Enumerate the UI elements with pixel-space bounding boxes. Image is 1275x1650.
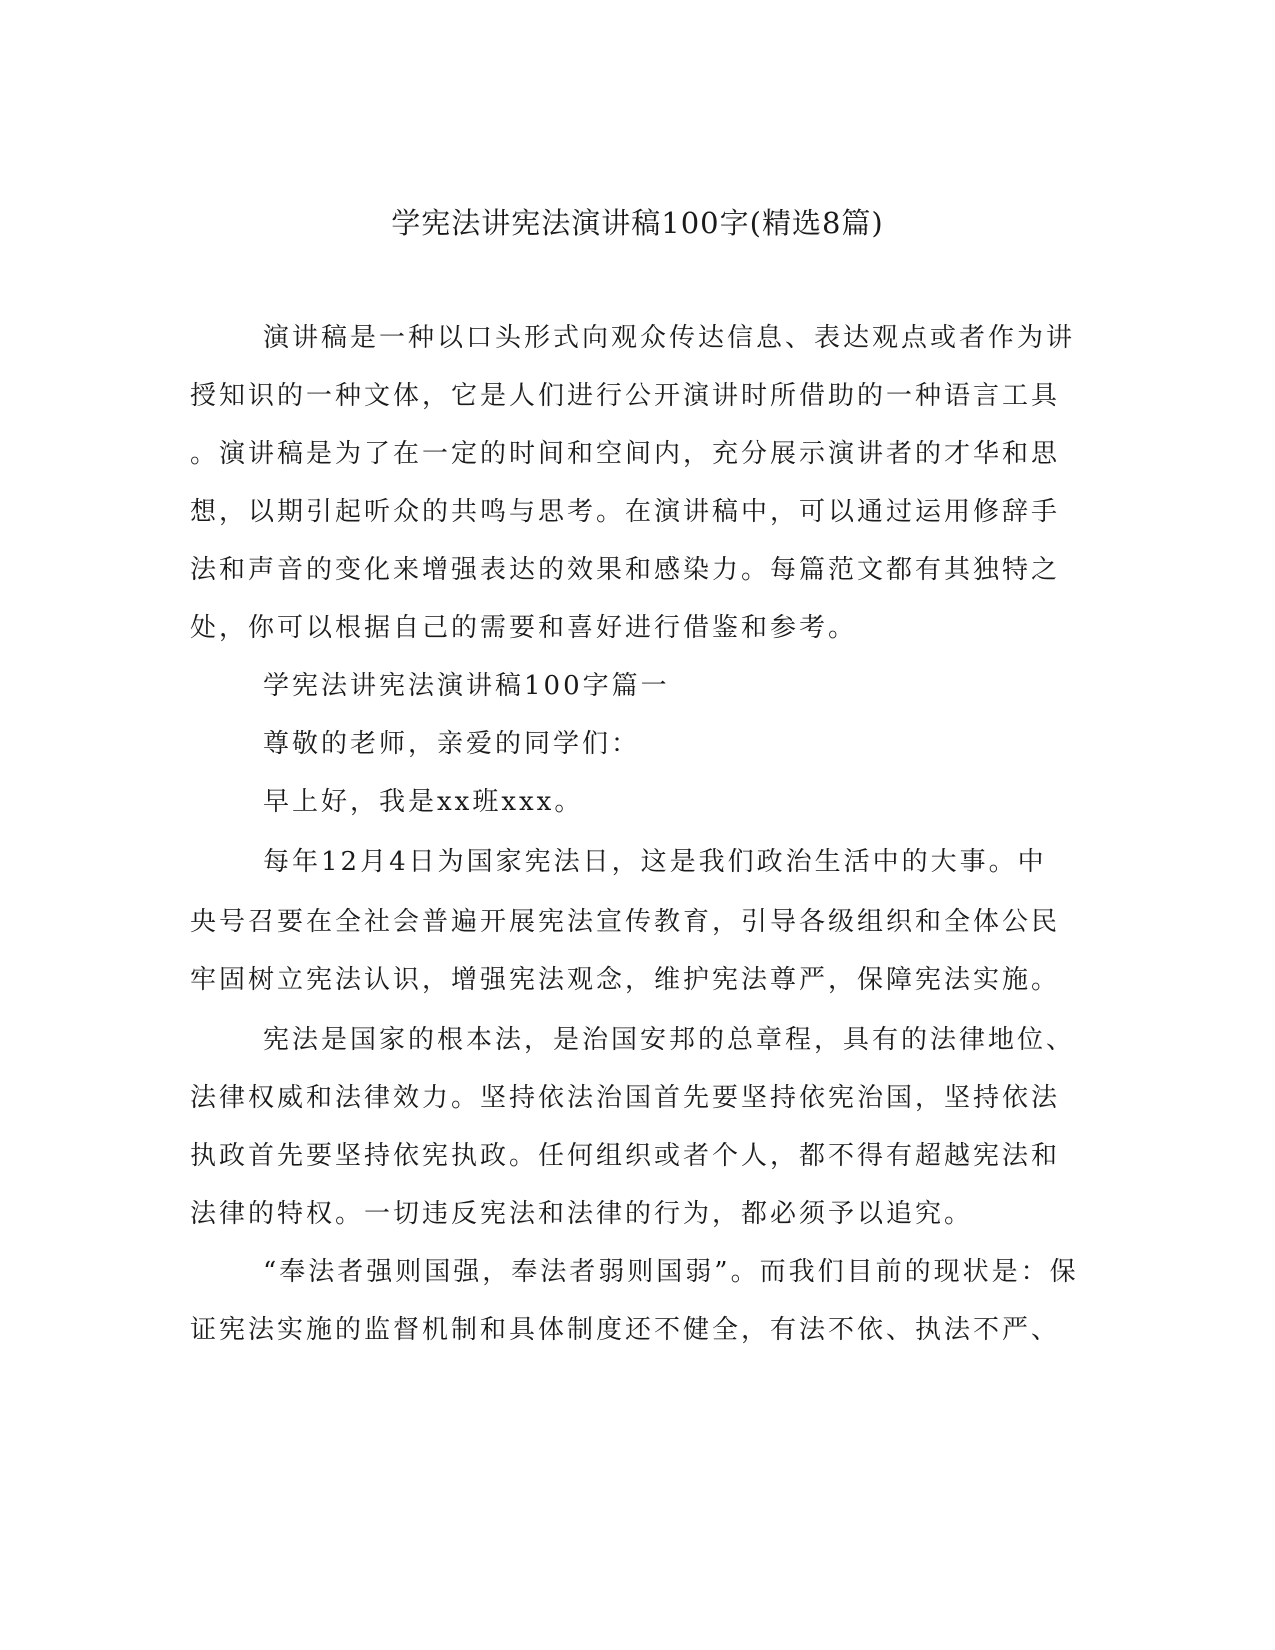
paragraph-line: 牢固树立宪法认识，增强宪法观念，维护宪法尊严，保障宪法实施。 (190, 965, 1061, 995)
paragraph-line: 法律的特权。一切违反宪法和法律的行为，都必须予以追究。 (190, 1199, 974, 1229)
paragraph-line: “奉法者强则国强，奉法者弱则国弱”。而我们目前的现状是：保 (263, 1257, 1079, 1287)
paragraph-line: 宪法是国家的根本法，是治国安邦的总章程，具有的法律地位、 (263, 1025, 1076, 1055)
salutation: 尊敬的老师，亲爱的同学们： (263, 729, 641, 759)
section-heading: 学宪法讲宪法演讲稿100字篇一 (263, 671, 670, 701)
paragraph-line: 执政首先要坚持依宪执政。任何组织或者个人，都不得有超越宪法和 (190, 1141, 1061, 1171)
paragraph-line: 处，你可以根据自己的需要和喜好进行借鉴和参考。 (190, 613, 858, 643)
paragraph-line: 证宪法实施的监督机制和具体制度还不健全，有法不依、执法不严、 (190, 1315, 1061, 1345)
paragraph-line: 演讲稿是一种以口头形式向观众传达信息、表达观点或者作为讲 (263, 323, 1076, 353)
paragraph-line: 法律权威和法律效力。坚持依法治国首先要坚持依宪治国，坚持依法 (190, 1083, 1061, 1113)
greeting: 早上好，我是xx班xxx。 (263, 787, 584, 817)
document-title: 学宪法讲宪法演讲稿100字(精选8篇) (391, 206, 884, 240)
paragraph-line: 。演讲稿是为了在一定的时间和空间内，充分展示演讲者的才华和思 (190, 439, 1061, 469)
paragraph-line: 授知识的一种文体，它是人们进行公开演讲时所借助的一种语言工具 (190, 381, 1061, 411)
paragraph-line: 想，以期引起听众的共鸣与思考。在演讲稿中，可以通过运用修辞手 (190, 497, 1061, 527)
paragraph-line: 每年12月4日为国家宪法日，这是我们政治生活中的大事。中 (263, 847, 1047, 877)
paragraph-line: 央号召要在全社会普遍开展宪法宣传教育，引导各级组织和全体公民 (190, 907, 1061, 937)
paragraph-line: 法和声音的变化来增强表达的效果和感染力。每篇范文都有其独特之 (190, 555, 1061, 585)
